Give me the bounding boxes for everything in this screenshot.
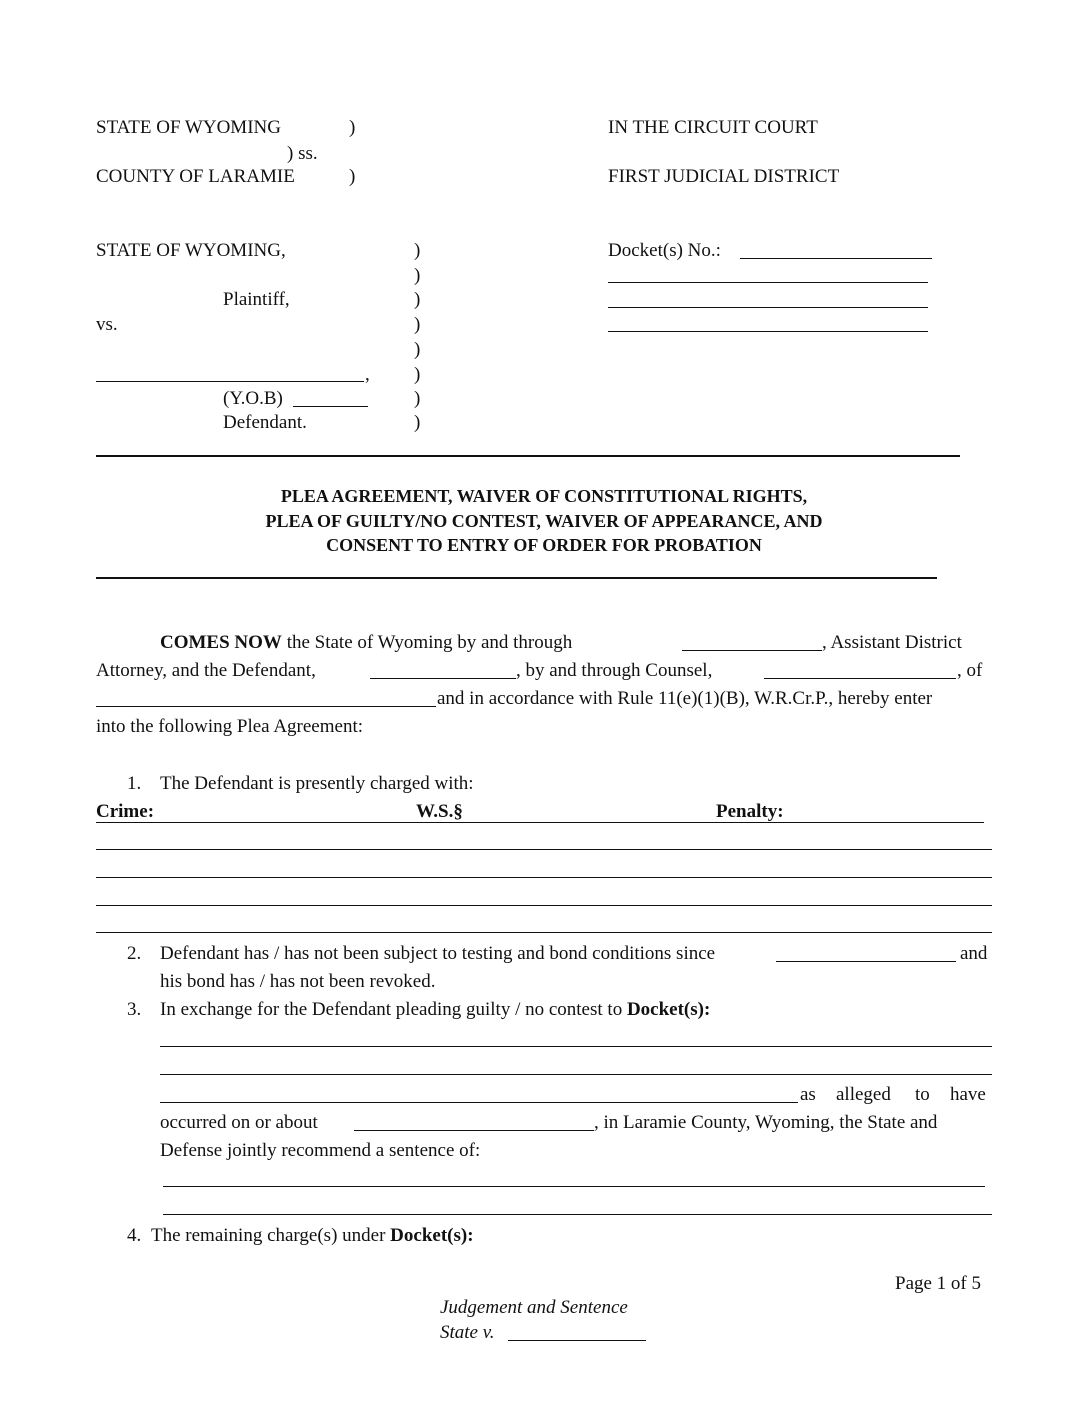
column-header-ws: W.S.§	[416, 801, 463, 822]
comes-now: COMES NOW the State of Wyoming by and through	[160, 632, 573, 653]
bond-date-field[interactable]	[776, 961, 956, 962]
item-text: The Defendant is presently charged with:	[160, 773, 474, 794]
document-title-line-1: PLEA AGREEMENT, WAIVER OF CONSTITUTIONAL RIGHTS,	[280, 486, 808, 506]
item-number: 1.	[127, 773, 142, 794]
intro-text: Attorney, and the Defendant,	[96, 660, 316, 681]
column-header-penalty: Penalty:	[716, 801, 784, 822]
intro-text: , of	[957, 660, 983, 681]
venue-paren: )	[349, 117, 356, 138]
title-rule-bottom	[96, 577, 937, 579]
item-text: occurred on or about	[160, 1112, 318, 1133]
docket-field-1[interactable]	[740, 258, 932, 259]
sentence-line[interactable]	[163, 1214, 992, 1215]
intro-text: and in accordance with Rule 11(e)(1)(B), W.R.Cr.P., hereby enter	[437, 688, 933, 709]
docket-field-4[interactable]	[608, 331, 928, 332]
intro-text: , Assistant District	[822, 632, 962, 653]
docket-field-2[interactable]	[608, 282, 928, 283]
plea-docket-line[interactable]	[160, 1074, 992, 1075]
item-number: 3.	[127, 999, 142, 1020]
charge-line[interactable]	[96, 932, 992, 933]
charge-line[interactable]	[96, 877, 992, 878]
court-name: IN THE CIRCUIT COURT	[608, 117, 818, 138]
plea-docket-line[interactable]	[160, 1046, 992, 1047]
offense-date-field[interactable]	[354, 1130, 594, 1131]
item-number: 4.	[127, 1225, 142, 1246]
item-text: , in Laramie County, Wyoming, the State and	[594, 1112, 938, 1133]
item-text: his bond has / has not been revoked.	[160, 971, 436, 992]
item-text: alleged	[836, 1084, 891, 1105]
item-text: Defense jointly recommend a sentence of:	[160, 1140, 481, 1161]
comma: ,	[365, 364, 370, 385]
docket-label: Docket(s) No.:	[608, 240, 721, 261]
sentence-line[interactable]	[163, 1186, 985, 1187]
item-text: have	[950, 1084, 986, 1105]
item-text: The remaining charge(s) under Docket(s):	[151, 1225, 474, 1246]
charge-line[interactable]	[96, 905, 992, 906]
item-text: In exchange for the Defendant pleading guilty / no contest to Docket(s):	[160, 999, 711, 1020]
plea-docket-line[interactable]	[160, 1102, 798, 1103]
item-number: 2.	[127, 943, 142, 964]
judicial-district: FIRST JUDICIAL DISTRICT	[608, 166, 840, 187]
footer-defendant-field[interactable]	[508, 1340, 646, 1341]
counsel-firm-field[interactable]	[96, 706, 436, 707]
item-text: and	[960, 943, 988, 964]
item-text: as	[800, 1084, 816, 1105]
counsel-field[interactable]	[764, 678, 956, 679]
document-title-line-3: CONSENT TO ENTRY OF ORDER FOR PROBATION	[326, 535, 762, 555]
venue-county: COUNTY OF LARAMIE	[96, 166, 295, 187]
docket-field-3[interactable]	[608, 307, 928, 308]
charges-header-underline	[96, 822, 984, 823]
item-text: Defendant has / has not been subject to testing and bond conditions since	[160, 943, 716, 964]
yob-field[interactable]	[293, 406, 368, 407]
venue-ss: ) ss.	[287, 143, 318, 164]
defendant-field[interactable]	[370, 678, 516, 679]
plaintiff-name: STATE OF WYOMING,	[96, 240, 286, 261]
versus: vs.	[96, 314, 118, 335]
ada-name-field[interactable]	[682, 650, 822, 651]
venue-paren: )	[349, 166, 356, 187]
item-text: to	[915, 1084, 930, 1105]
plaintiff-label: Plaintiff,	[223, 289, 290, 310]
intro-text: , by and through Counsel,	[516, 660, 713, 681]
footer-case: State v.	[440, 1322, 495, 1343]
footer-title: Judgement and Sentence	[440, 1297, 628, 1318]
defendant-name-field[interactable]	[96, 381, 364, 382]
page-number: Page 1 of 5	[895, 1273, 982, 1294]
document-title-line-2: PLEA OF GUILTY/NO CONTEST, WAIVER OF APPEARANCE, AND	[265, 511, 823, 531]
defendant-label: Defendant.	[223, 412, 307, 433]
venue-state: STATE OF WYOMING	[96, 117, 281, 138]
yob-label: (Y.O.B)	[223, 388, 283, 409]
column-header-crime: Crime:	[96, 801, 155, 822]
intro-text: into the following Plea Agreement:	[96, 716, 364, 737]
charge-line[interactable]	[96, 849, 992, 850]
title-rule-top	[96, 455, 960, 457]
